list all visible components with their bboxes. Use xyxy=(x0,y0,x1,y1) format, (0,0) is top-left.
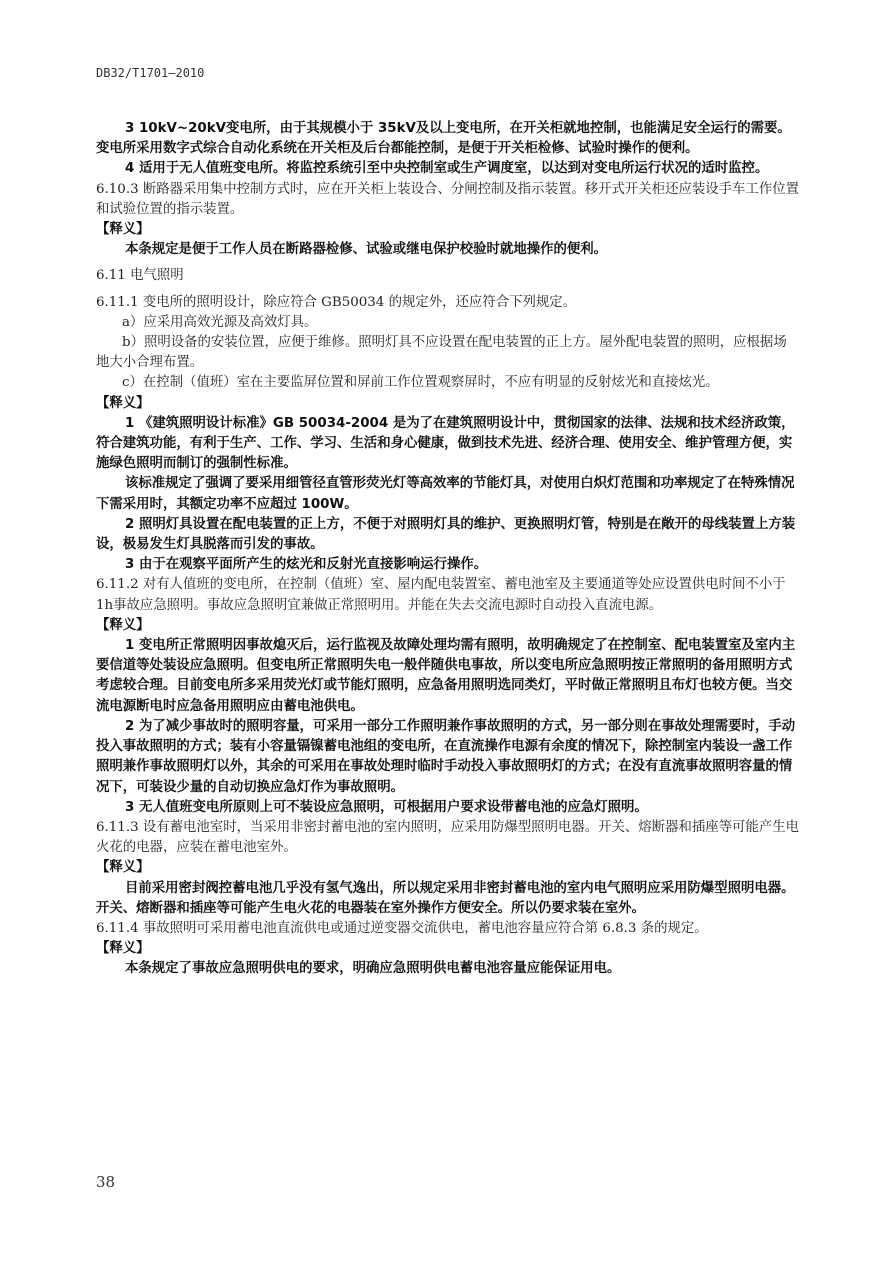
explanation-paragraph: 2 照明灯具设置在配电装置的正上方，不便于对照明灯具的维护、更换照明灯管，特别是在敞开的母线装置上方装设，极易发生灯具脱落而引发的事故。 xyxy=(96,516,796,553)
clause-paragraph: 6.11.4 事故照明可采用蓄电池直流供电或通过逆变器交流供电，蓄电池容量应符合第 6.8.3 条的规定。 xyxy=(96,920,708,936)
explanation-paragraph: 该标准规定了强调了要采用细管径直管形荧光灯等高效率的节能灯具，对使用白炽灯范围和功率规定了在特殊情况下需采用时，其额定功率不应超过 100W。 xyxy=(96,476,795,512)
clause-paragraph: 6.11.2 对有人值班的变电所，在控制（值班）室、屋内配电装置室、蓄电池室及主要通道等处应设置供电时间不小于 1h事故应急照明。事故应急照明宜兼做正常照明用。并能在失去交流电源时自动投入直流电源。 xyxy=(96,577,786,613)
standard-code: DB32/T1701—2010 xyxy=(96,66,205,80)
explanation-paragraph: 目前采用密封阀控蓄电池几乎没有氢气逸出，所以规定采用非密封蓄电池的室内电气照明应采用防爆型照明电器。开关、熔断器和插座等可能产生电火花的电器装在室外操作方便安全。所以仍要求装在室外。 xyxy=(96,880,795,916)
explanation-paragraph: 3 由于在观察平面所产生的炫光和反射光直接影响运行操作。 xyxy=(125,557,488,573)
annotation-heading: 【释义】 xyxy=(96,617,150,633)
clause-paragraph: c）在控制（值班）室在主要监屏位置和屏前工作位置观察屏时，不应有明显的反射炫光和直接炫光。 xyxy=(122,375,719,391)
explanation-paragraph: 4 适用于无人值班变电所。将监控系统引至中央控制室或生产调度室，以达到对变电所运行状况的适时监控。 xyxy=(125,161,769,177)
page-body xyxy=(96,119,799,980)
explanation-paragraph: 1 变电所正常照明因事故熄灭后，运行监视及故障处理均需有照明，故明确规定了在控制室、配电装置室及室内主要信道等处装设应急照明。但变电所正常照明失电一般伴随供电事故，所以变电所应急照明按正常照明的备用照明方式考虑较合理。目前变电所多采用荧光灯或节能灯照明，应急备用照明选同类灯，平时做正常照明且布灯也较方便。当交流电源断电时应急备用照明应由蓄电池供电。 xyxy=(96,638,796,714)
clause-paragraph: 6.10.3 断路器采用集中控制方式时，应在开关柜上装设合、分闸控制及指示装置。移开式开关柜还应装设手车工作位置和试验位置的指示装置。 xyxy=(96,181,799,217)
annotation-heading: 【释义】 xyxy=(96,395,150,411)
clause-paragraph: a）应采用高效光源及高效灯具。 xyxy=(122,314,318,330)
explanation-paragraph: 2 为了减少事故时的照明容量，可采用一部分工作照明兼作事故照明的方式，另一部分则在事故处理需要时，手动投入事故照明的方式；装有小容量镉镍蓄电池组的变电所，在直流操作电源有余度的情况下，除控制室内装设一盏工作照明兼作事故照明灯以外，其余的可采用在事故处理时临时手动投入事故照明灯的方式；在没有直流事故照明容量的情况下，可装设少量的自动切换应急灯作为事故照明。 xyxy=(96,718,796,795)
explanation-paragraph: 本条规定是便于工作人员在断路器检修、试验或继电保护校验时就地操作的便利。 xyxy=(125,242,608,258)
clause-paragraph: b）照明设备的安装位置，应便于维修。照明灯具不应设置在配电装置的正上方。屋外配电装置的照明，应根据场地大小合理布置。 xyxy=(96,335,787,371)
explanation-paragraph: 本条规定了事故应急照明供电的要求，明确应急照明供电蓄电池容量应能保证用电。 xyxy=(125,961,621,977)
annotation-heading: 【释义】 xyxy=(96,860,150,876)
clause-paragraph: 6.11 电气照明 xyxy=(96,268,184,284)
explanation-paragraph: 1 《建筑照明设计标准》GB 50034-2004 是为了在建筑照明设计中，贯彻国家的法律、法规和技术经济政策，符合建筑功能，有利于生产、工作、学习、生活和身心健康，做到技术先进、经济合理、使用安全、维护管理方便，实施绿色照明而制订的强制性标准。 xyxy=(96,415,795,472)
annotation-heading: 【释义】 xyxy=(96,222,150,238)
annotation-heading: 【释义】 xyxy=(96,941,150,957)
clause-paragraph: 6.11.1 变电所的照明设计，除应符合 GB50034 的规定外，还应符合下列规定。 xyxy=(96,294,577,310)
page-number: 38 xyxy=(96,1173,116,1191)
explanation-paragraph: 3 10kV~20kV变电所，由于其规模小于 35kV及以上变电所，在开关柜就地控制，也能满足安全运行的需要。变电所采用数字式综合自动化系统在开关柜及后台都能控制，是便于开关柜检修、试验时操作的便利。 xyxy=(96,121,791,157)
explanation-paragraph: 3 无人值班变电所原则上可不装设应急照明，可根据用户要求设带蓄电池的应急灯照明。 xyxy=(125,799,648,815)
clause-paragraph: 6.11.3 设有蓄电池室时，当采用非密封蓄电池的室内照明，应采用防爆型照明电器。开关、熔断器和插座等可能产生电火花的电器，应装在蓄电池室外。 xyxy=(96,819,799,856)
